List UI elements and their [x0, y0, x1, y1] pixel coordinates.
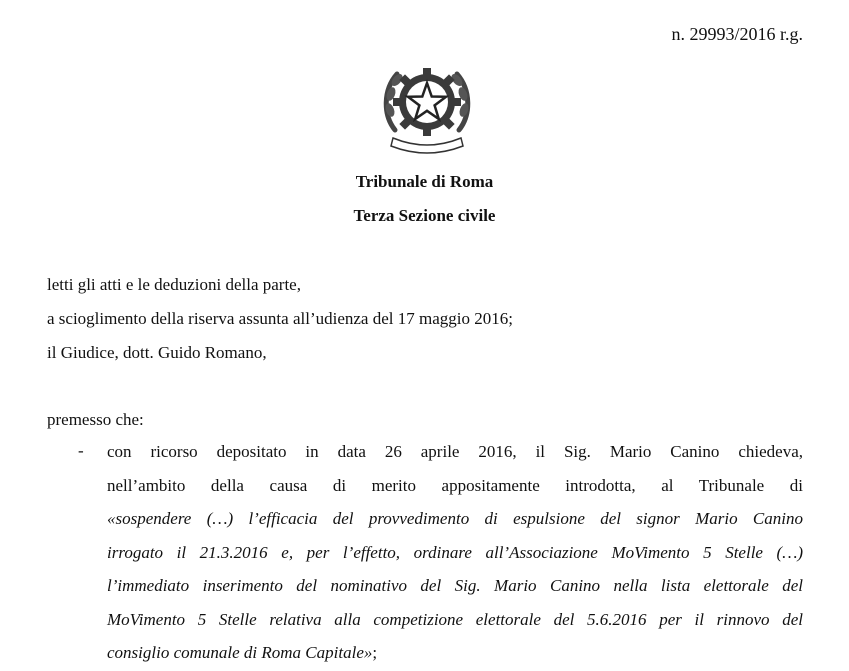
premesso-heading: premesso che: [47, 410, 144, 429]
bullet-line-7 [107, 636, 803, 670]
quote-line-4: irrogato il 21.3.2016 e, per l’effetto, ordinare all’Associazione MoVimento 5 Stelle (…) [107, 542, 803, 562]
intro-line-3: il Giudice, dott. Guido Romano, [47, 343, 267, 362]
bullet-paragraph [107, 435, 803, 670]
bullet-line-7-end: ; [372, 643, 378, 662]
quote-line-7: consiglio comunale di Roma Capitale» [107, 643, 373, 662]
bullet-dash: - [78, 441, 84, 460]
case-number: n. 29993/2016 r.g. [671, 24, 803, 44]
bullet-line-6 [107, 603, 803, 637]
court-section: Terza Sezione civile [353, 206, 496, 225]
emblem-of-italy-icon [381, 60, 473, 160]
bullet-line-1: con ricorso depositato in data 26 aprile 2016, il Sig. Mario Canino chiedeva, [107, 442, 803, 461]
quote-line-6: MoVimento 5 Stelle relativa alla competizione elettorale del 5.6.2016 per il rinnovo del [107, 609, 803, 629]
court-name: Tribunale di Roma [355, 172, 494, 191]
quote-line-5: l’immediato inserimento del nominativo del Sig. Mario Canino nella lista elettorale del [107, 576, 803, 595]
intro-line-1: letti gli atti e le deduzioni della parte, [47, 275, 301, 294]
bullet-line-3 [107, 502, 803, 536]
quote-line-3: «sospendere (…) l’efficacia del provvedimento di espulsione del signor Mario Canino [107, 509, 803, 528]
intro-line-2: a scioglimento della riserva assunta all’udienza del 17 maggio 2016; [47, 309, 513, 328]
bullet-line-4 [107, 536, 803, 570]
bullet-line-2: nell’ambito della causa di merito appositamente introdotta, al Tribunale di [107, 475, 803, 495]
bullet-line-5 [107, 569, 803, 603]
